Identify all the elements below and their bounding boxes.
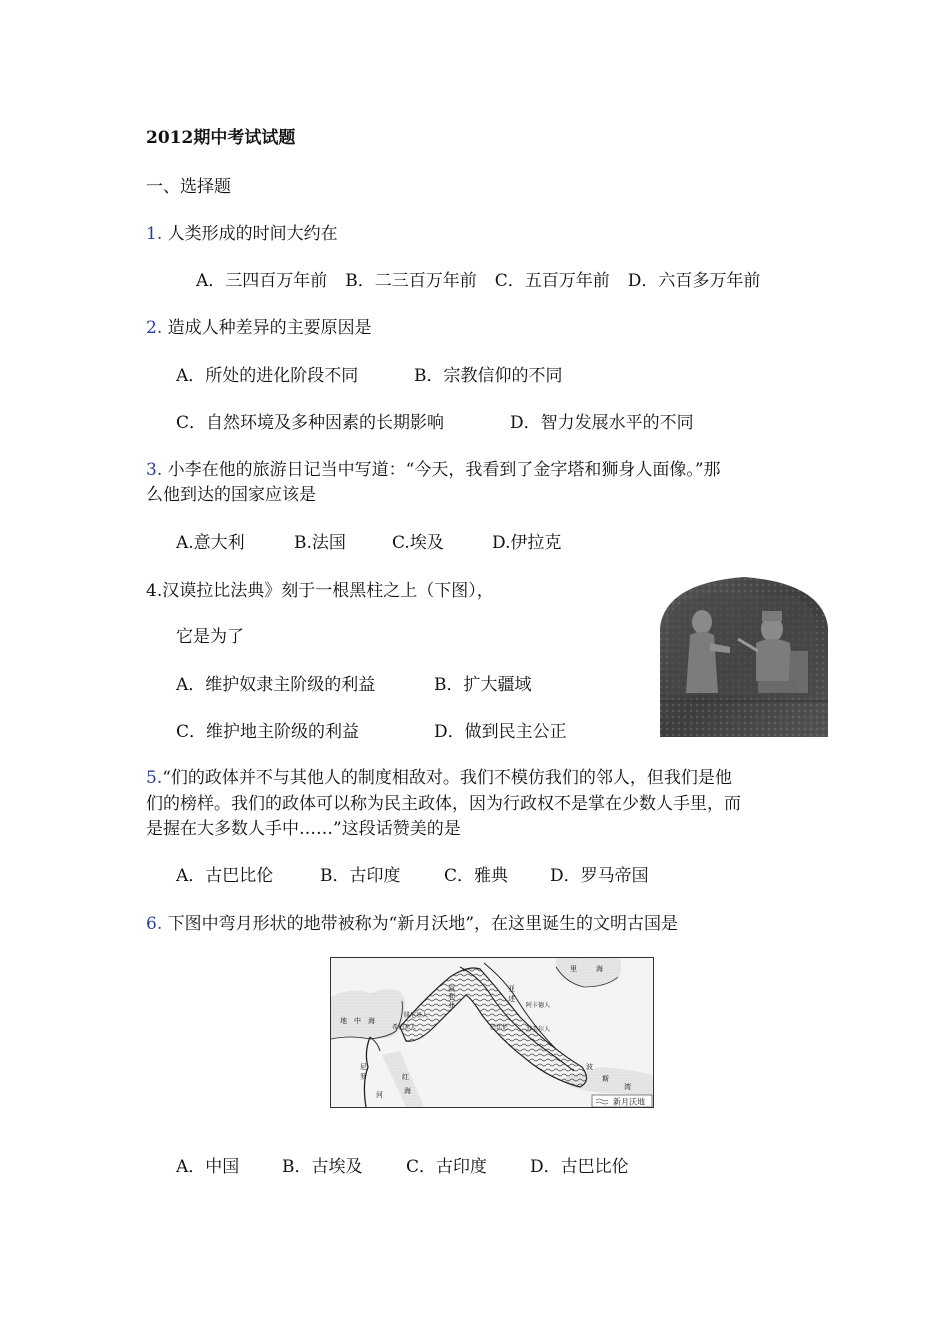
map-label: 罗 [360, 1073, 367, 1081]
map-label: 里 [570, 965, 577, 973]
question-text-line-1: “们的政体并不与其他人的制度相敌对。我们不模仿我们的邻人，但我们是他 [162, 768, 732, 788]
map-label: 地 [340, 1017, 347, 1025]
option-b: B．扩大疆域 [434, 675, 532, 695]
option-d: D.伊拉克 [492, 533, 562, 553]
question-2-options-row1 [176, 365, 563, 387]
option-a: A．所处的进化阶段不同 [176, 366, 359, 386]
map-label: 希伯来人 [392, 1024, 417, 1031]
question-4: 4.汉谟拉比法典》刻于一根黑柱之上（下图）， [146, 581, 494, 601]
question-text-line-1: 小李在他的旅游日记当中写道：“今天，我看到了金字塔和狮身人面像。”那 [162, 460, 721, 480]
map-label: 述 [508, 995, 515, 1003]
option-d: D．智力发展水平的不同 [510, 413, 694, 433]
option-c: C．五百万年前 [494, 271, 610, 291]
option-d: D．做到民主公正 [434, 722, 567, 742]
map-label: 海 [368, 1017, 375, 1025]
option-c: C.埃及 [392, 533, 444, 553]
option-d: D．古巴比伦 [530, 1157, 629, 1177]
option-a: A．中国 [176, 1157, 240, 1177]
map-label: 阿卡德人 [526, 1002, 551, 1009]
question-6-options [176, 1156, 629, 1178]
option-c: C．维护地主阶级的利益 [176, 722, 360, 742]
fertile-crescent-map [330, 957, 654, 1108]
map-legend-label: 新月沃地 [613, 1097, 645, 1107]
map-label: 利 [448, 993, 455, 1001]
hammurabi-stele-image [660, 577, 828, 737]
question-number: 1. [146, 224, 163, 244]
question-4-line-2: 它是为了 [176, 627, 244, 647]
question-4-options-row2 [176, 721, 567, 743]
page-title: 2012期中考试试题 [146, 128, 296, 148]
map-label: 海 [404, 1087, 411, 1095]
option-d: D．罗马帝国 [550, 866, 649, 886]
question-number: 2. [146, 318, 163, 338]
map-label: 叙 [448, 985, 455, 993]
question-2 [146, 317, 372, 339]
option-c: C．古印度 [406, 1157, 488, 1177]
option-a: A．三四百万年前 [196, 271, 328, 291]
map-label: 湾 [624, 1083, 631, 1091]
map-label: 亚 [448, 1001, 455, 1009]
question-1 [146, 223, 338, 245]
option-b: B．古埃及 [282, 1157, 363, 1177]
question-5-line-2: 们的榜样。我们的政体可以称为民主政体，因为行政权不是掌在少数人手里，而 [146, 794, 741, 814]
map-label: 巴比伦 [490, 1024, 509, 1031]
question-5 [146, 767, 732, 789]
question-text: 人类形成的时间大约在 [162, 224, 338, 244]
option-b: B．古印度 [320, 866, 401, 886]
question-6 [146, 913, 678, 935]
question-5-options [176, 865, 649, 887]
map-label: 波 [586, 1063, 593, 1071]
option-b: B．宗教信仰的不同 [414, 366, 563, 386]
question-number: 6. [146, 914, 163, 934]
map-label: 苏美尔人 [526, 1026, 551, 1033]
option-b: B.法国 [294, 533, 346, 553]
question-number: 3. [146, 460, 163, 480]
map-label: 斯 [602, 1075, 609, 1083]
question-2-options-row2 [176, 412, 694, 434]
question-text: 下图中弯月形状的地带被称为“新月沃地”，在这里诞生的文明古国是 [162, 914, 679, 934]
map-label: 河 [376, 1091, 383, 1099]
question-text: 造成人种差异的主要原因是 [162, 318, 372, 338]
option-a: A.意大利 [176, 533, 245, 553]
section-heading: 一、选择题 [146, 177, 231, 197]
map-label: 海 [596, 965, 603, 973]
question-number: 5. [146, 768, 163, 788]
option-b: B．二三百万年前 [345, 271, 477, 291]
map-label: 红 [402, 1073, 409, 1081]
option-c: C．雅典 [444, 866, 509, 886]
map-label: 腓尼基人 [404, 1012, 429, 1019]
question-3-options [176, 532, 561, 554]
map-label: 尼 [360, 1063, 367, 1071]
question-3-line-2: 么他到达的国家应该是 [146, 485, 316, 505]
question-1-options [196, 270, 760, 292]
map-label: 中 [354, 1017, 361, 1025]
map-label: 亚 [508, 985, 515, 993]
question-4-options-row1 [176, 674, 532, 696]
option-a: A．古巴比伦 [176, 866, 274, 886]
option-d: D．六百多万年前 [627, 271, 761, 291]
question-3 [146, 459, 721, 481]
option-c: C．自然环境及多种因素的长期影响 [176, 413, 445, 433]
question-5-line-3: 是握在大多数人手中……”这段话赞美的是 [146, 819, 461, 839]
option-a: A．维护奴隶主阶级的利益 [176, 675, 376, 695]
